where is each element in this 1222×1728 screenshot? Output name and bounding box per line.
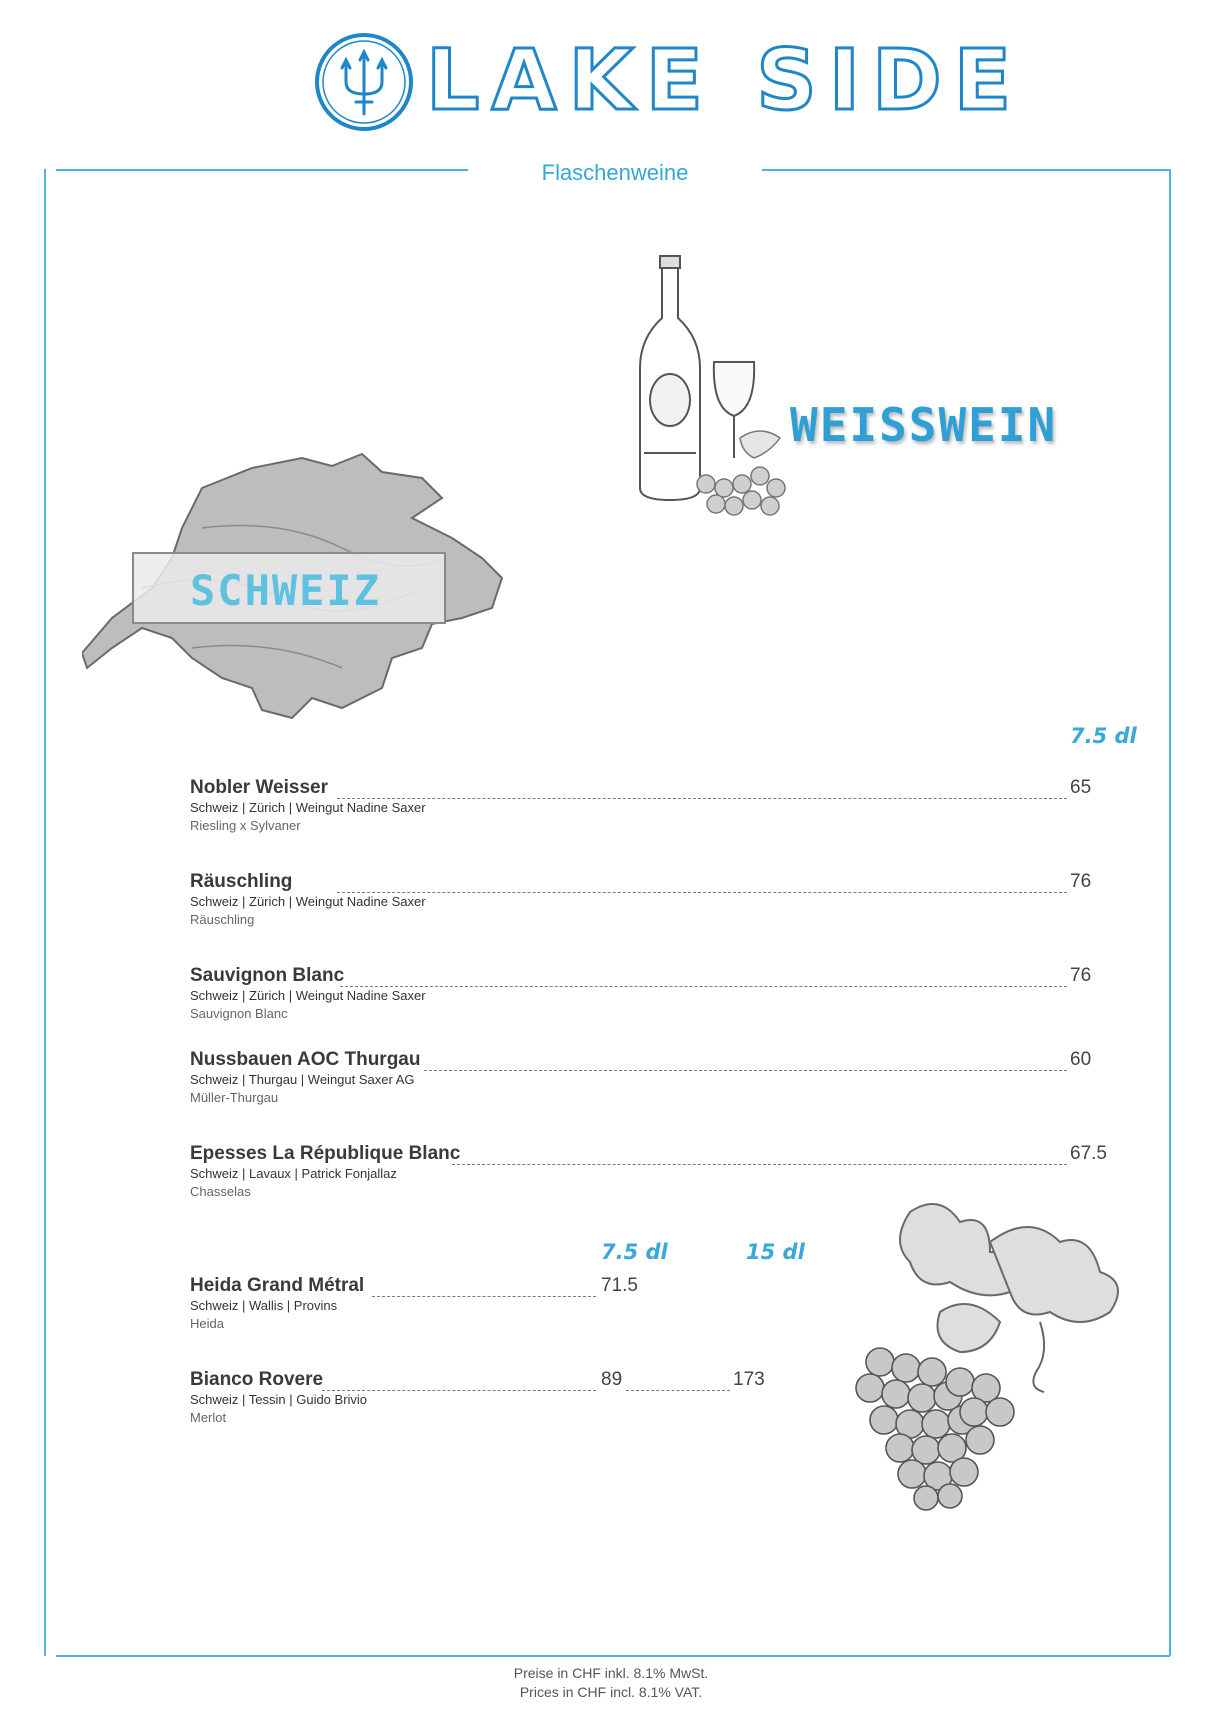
wine-grape: Chasselas	[190, 1184, 251, 1199]
frame-bottom	[56, 1655, 1170, 1657]
grapes-illustration	[840, 1192, 1150, 1512]
wine-name: Sauvignon Blanc	[190, 965, 345, 986]
category-heading: WEISSWEIN	[790, 398, 1058, 452]
price-leader	[340, 986, 1067, 987]
wine-price: 67.5	[1070, 1143, 1107, 1164]
wine-origin: Schweiz | Tessin | Guido Brivio	[190, 1392, 368, 1407]
wine-origin: Schweiz | Zürich | Weingut Nadine Saxer	[190, 894, 426, 909]
wine-origin: Schweiz | Wallis | Provins	[190, 1298, 338, 1313]
price-leader	[372, 1296, 596, 1297]
price-leader	[626, 1390, 730, 1391]
wine-grape: Müller-Thurgau	[190, 1090, 279, 1105]
brand-name: LAKE SIDE	[426, 31, 1024, 129]
wine-name: Epesses La République Blanc	[190, 1143, 461, 1164]
wine-name: Nobler Weisser	[190, 777, 328, 798]
wine-name: Bianco Rovere	[190, 1369, 324, 1390]
brand-logo	[312, 30, 1024, 134]
region-heading: SCHWEIZ	[190, 566, 382, 615]
wine-grape: Heida	[190, 1316, 224, 1331]
price-footer	[0, 1664, 1222, 1702]
wine-price: 76	[1070, 965, 1092, 986]
wine-origin: Schweiz | Lavaux | Patrick Fonjallaz	[190, 1166, 397, 1181]
wine-origin: Schweiz | Thurgau | Weingut Saxer AG	[190, 1072, 415, 1087]
wine-price: 65	[1070, 777, 1092, 798]
volume-header-75: 7.5 dl	[1070, 724, 1137, 748]
price-leader	[452, 1164, 1067, 1165]
wine-name: Räuschling	[190, 871, 293, 892]
volume-header-75-second: 7.5 dl	[601, 1240, 668, 1264]
wine-price-75: 71.5	[601, 1275, 638, 1296]
wine-name: Nussbauen AOC Thurgau	[190, 1049, 421, 1070]
volume-header-15: 15 dl	[746, 1240, 805, 1264]
wine-origin: Schweiz | Zürich | Weingut Nadine Saxer	[190, 800, 426, 815]
price-leader	[337, 892, 1067, 893]
wine-grape: Riesling x Sylvaner	[190, 818, 301, 833]
footer-line-de: Preise in CHF inkl. 8.1% MwSt.	[513, 1665, 709, 1681]
wine-grape: Sauvignon Blanc	[190, 1006, 288, 1021]
wine-price: 76	[1070, 871, 1092, 892]
frame-top-left	[56, 169, 468, 171]
frame-right	[1169, 169, 1171, 1656]
wine-bottle-illustration	[630, 238, 820, 538]
price-leader	[424, 1070, 1067, 1071]
price-leader	[322, 1390, 596, 1391]
wine-name: Heida Grand Métral	[190, 1275, 365, 1296]
wine-grape: Räuschling	[190, 912, 255, 927]
wine-price: 60	[1070, 1049, 1092, 1070]
price-leader	[337, 798, 1067, 799]
footer-line-en: Prices in CHF incl. 8.1% VAT.	[519, 1684, 703, 1700]
trident-icon	[312, 30, 416, 134]
wine-price-15: 173	[733, 1369, 765, 1390]
section-title: Flaschenweine	[541, 160, 689, 185]
frame-left	[44, 169, 46, 1656]
frame-top-right	[762, 169, 1170, 171]
wine-price-75: 89	[601, 1369, 623, 1390]
wine-origin: Schweiz | Zürich | Weingut Nadine Saxer	[190, 988, 426, 1003]
wine-grape: Merlot	[190, 1410, 227, 1425]
